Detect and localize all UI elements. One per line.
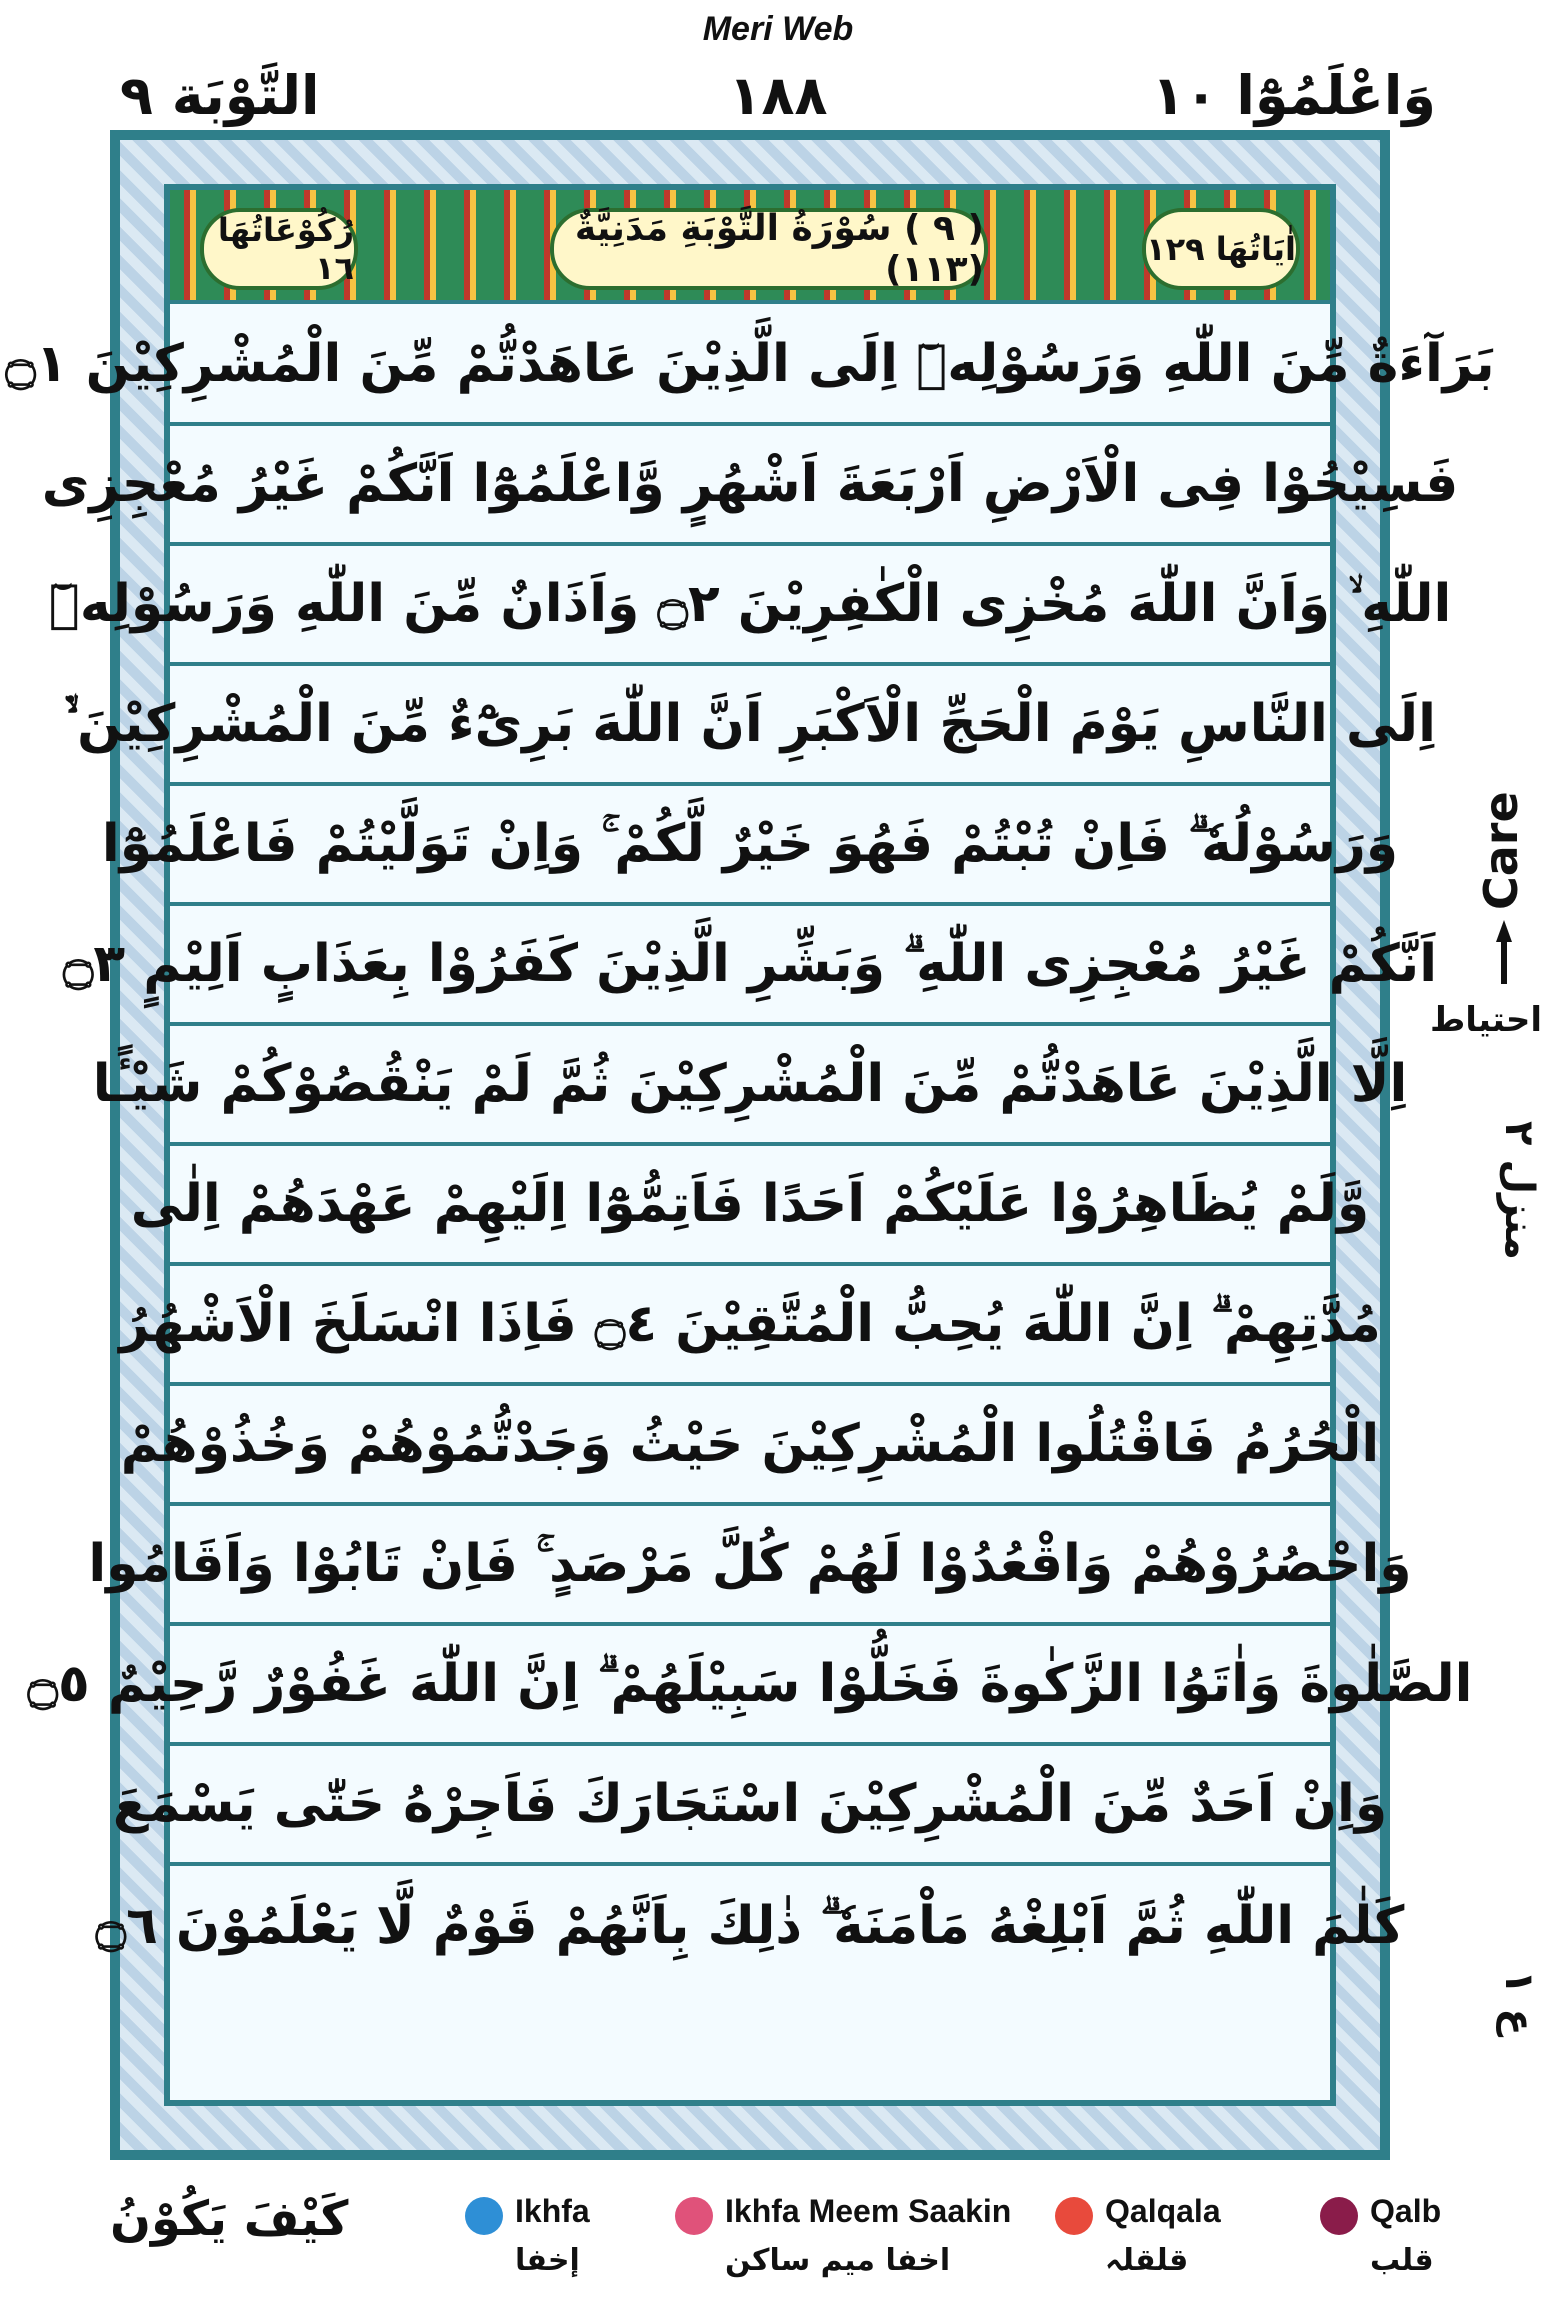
legend-label-en: Ikhfa Meem Saakin xyxy=(725,2193,1012,2229)
ruku-marker: ع ١ xyxy=(1496,1970,1542,2036)
verse-line: اِلَّا الَّذِيْنَ عَاهَدْتُّمْ مِّنَ الْمُشْرِكِيْنَ ثُمَّ لَمْ يَنْقُصُوْكُمْ شَيْـًٔا xyxy=(170,1026,1330,1146)
verse-line: وَاحْصُرُوْهُمْ وَاقْعُدُوْا لَهُمْ كُلَّ مَرْصَدٍ ۚ فَاِنْ تَابُوْا وَاَقَامُوا xyxy=(170,1506,1330,1626)
legend-label-ur: إخفا xyxy=(515,2243,580,2278)
header-surah-name: التَّوْبَة ٩ xyxy=(120,64,320,127)
verse-line: وَّلَمْ يُظَاهِرُوْا عَلَيْكُمْ اَحَدًا فَاَتِمُّوْٓا اِلَيْهِمْ عَهْدَهُمْ اِلٰى xyxy=(170,1146,1330,1266)
legend-label-en: Qalb xyxy=(1370,2193,1442,2229)
page-number: ١٨٨ xyxy=(728,64,828,127)
verse-line: الصَّلٰوةَ وَاٰتَوُا الزَّكٰوةَ فَخَلُّوْا سَبِيْلَهُمْ ۗ اِنَّ اللّٰهَ غَفُوْرٌ رَّحِيْمٌ ۝٥ xyxy=(170,1626,1330,1746)
verse-line: اَنَّكُمْ غَيْرُ مُعْجِزِى اللّٰهِ ۗ وَبَشِّرِ الَّذِيْنَ كَفَرُوْا بِعَذَابٍ اَلِيْمٍ ۝٣ xyxy=(170,906,1330,1026)
legend-label-ur: قلقلہ xyxy=(1105,2243,1189,2278)
surah-name-cartouche: ( ٩ ) سُوْرَةُ التَّوْبَةِ مَدَنِيَّةٌ (١١٣) xyxy=(550,208,988,290)
verse-line: وَاِنْ اَحَدٌ مِّنَ الْمُشْرِكِيْنَ اسْتَجَارَكَ فَاَجِرْهُ حَتّٰى يَسْمَعَ xyxy=(170,1746,1330,1866)
verse-line: اِلَى النَّاسِ يَوْمَ الْحَجِّ الْاَكْبَرِ اَنَّ اللّٰهَ بَرِىْٓءٌ مِّنَ الْمُشْرِكِيْنَ ۙ۬ xyxy=(170,666,1330,786)
color-dot-icon xyxy=(1055,2197,1093,2235)
legend-label-en: Ikhfa xyxy=(515,2193,590,2229)
color-dot-icon xyxy=(675,2197,713,2235)
arrow-up-icon xyxy=(1496,920,1512,942)
legend-label-ur: قلب xyxy=(1370,2243,1434,2278)
legend-label-ur: اخفا میم ساکن xyxy=(725,2243,951,2278)
color-dot-icon xyxy=(1320,2197,1358,2235)
verse-line: بَرَآءَةٌ مِّنَ اللّٰهِ وَرَسُوْلِهٖٓ اِلَى الَّذِيْنَ عَاهَدْتُّمْ مِّنَ الْمُشْرِكِيْنَ ۝١ xyxy=(170,306,1330,426)
tajweed-legend xyxy=(100,2185,1476,2295)
verse-line: اللّٰهِ ۙ وَاَنَّ اللّٰهَ مُخْزِى الْكٰفِرِيْنَ ۝٢ وَاَذَانٌ مِّنَ اللّٰهِ وَرَسُوْلِهٖٓ xyxy=(170,546,1330,666)
care-label: Care xyxy=(1474,791,1528,910)
surah-title-band xyxy=(170,190,1330,304)
verse-line: فَسِيْحُوْا فِى الْاَرْضِ اَرْبَعَةَ اَشْهُرٍ وَّاعْلَمُوْٓا اَنَّكُمْ غَيْرُ مُعْجِزِى xyxy=(170,426,1330,546)
ruku-count-cartouche: رُكُوْعَاتُهَا ١٦ xyxy=(200,208,358,290)
care-urdu-label: احتیاط xyxy=(1430,1000,1542,1040)
ayat-count-cartouche: اٰيَاتُهَا ١٢٩ xyxy=(1142,208,1300,290)
verse-line: وَرَسُوْلُهٗ ۗ فَاِنْ تُبْتُمْ فَهُوَ خَيْرٌ لَّكُمْ ۚ وَاِنْ تَوَلَّيْتُمْ فَاعْلَمُوْٓا xyxy=(170,786,1330,906)
verse-line: الْحُرُمُ فَاقْتُلُوا الْمُشْرِكِيْنَ حَيْثُ وَجَدْتُّمُوْهُمْ وَخُذُوْهُمْ xyxy=(170,1386,1330,1506)
catchword: كَيْفَ يَكُوْنُ xyxy=(110,2191,349,2247)
manzil-marker: منزل ٢ xyxy=(1496,1120,1542,1260)
arrow-shaft xyxy=(1501,940,1507,984)
color-dot-icon xyxy=(465,2197,503,2235)
legend-label-en: Qalqala xyxy=(1105,2193,1221,2229)
care-marker xyxy=(1430,720,1542,1040)
header-para-name: وَاعْلَمُوْٓا ١٠ xyxy=(1151,64,1436,127)
verse-line: كَلٰمَ اللّٰهِ ثُمَّ اَبْلِغْهُ مَاْمَنَهٗ ۗ ذٰلِكَ بِاَنَّهُمْ قَوْمٌ لَّا يَعْلَمُوْنَ ۝٦ xyxy=(95,1895,1405,1956)
verse-line: مُدَّتِهِمْ ۗ اِنَّ اللّٰهَ يُحِبُّ الْمُتَّقِيْنَ ۝٤ فَاِذَا انْسَلَخَ الْاَشْهُرُ xyxy=(170,1266,1330,1386)
site-title: Meri Web xyxy=(702,10,854,48)
